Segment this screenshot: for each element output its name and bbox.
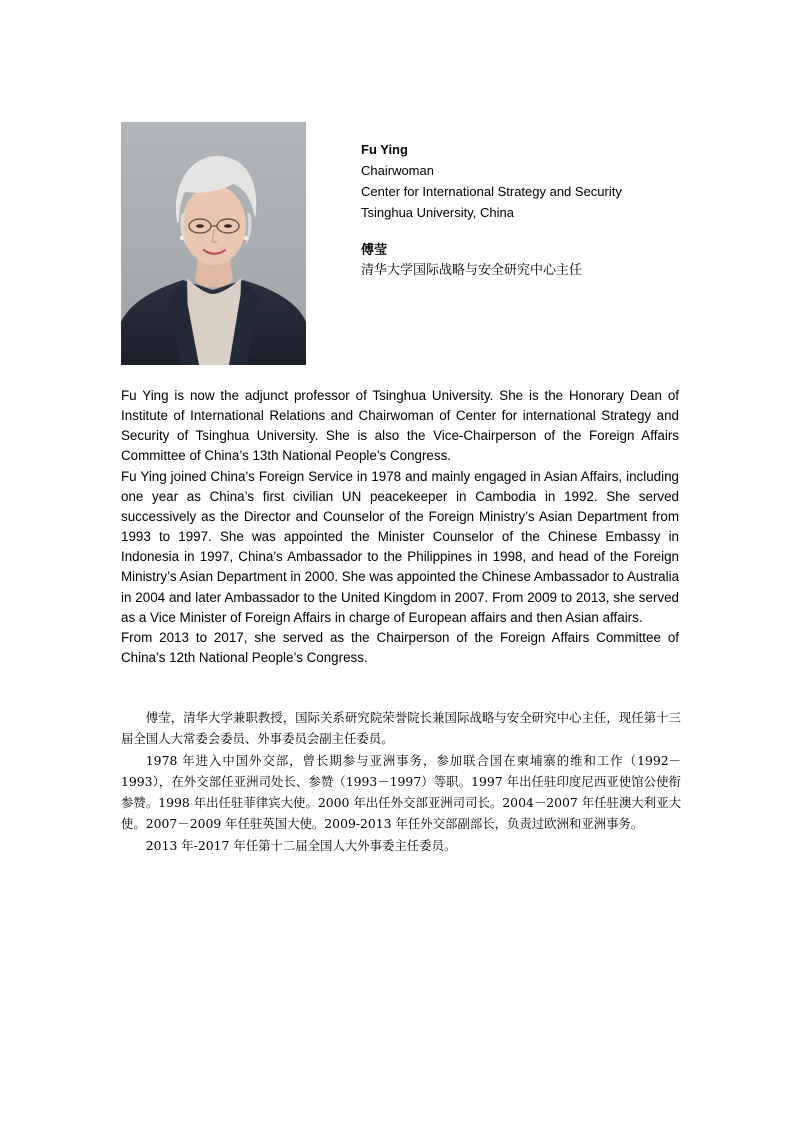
profile-header xyxy=(361,140,761,281)
organization-english: Center for International Strategy and Security xyxy=(361,184,622,199)
biography-english xyxy=(121,386,679,668)
name-chinese: 傅莹 xyxy=(361,243,388,258)
bio-zh-paragraph: 傅莹，清华大学兼职教授，国际关系研究院荣誉院长兼国际战略与安全研究中心主任，现任第十三届全国人大常委会委员、外事委员会副主任委员。 xyxy=(121,710,681,747)
title-chinese: 清华大学国际战略与安全研究中心主任 xyxy=(361,263,583,278)
bio-zh-paragraph: 1978 年进入中国外交部，曾长期参与亚洲事务，参加联合国在柬埔寨的维和工作（1992－1993），在外交部任亚洲司处长、参赞（1993－1997）等职。1997 年出任驻印度尼西亚使馆公使衔参赞。1998 年出任驻菲律宾大使。2000 年出任外交部亚洲司司长。2004－2007 年任驻澳大利亚大使。2007－2009 年任驻英国大使。2009-2013 年任外交部副部长，负责过欧洲和亚洲事务。 xyxy=(121,752,681,832)
bio-zh-paragraph: 2013 年-2017 年任第十二届全国人大外事委主任委员。 xyxy=(145,837,457,853)
title-english: Chairwoman xyxy=(361,163,434,178)
bio-en-paragraph: Fu Ying joined China’s Foreign Service in 1978 and mainly engaged in Asian Affairs, including one year as China’s first civilian UN peacekeeper in Cambodia in 1992. She served successively as the Director and Counselor of the Foreign Ministry’s Asian Department from 1993 to 1997. She was appointed the Minister Counselor of the Chinese Embassy in Indonesia in 1997, China’s Ambassador to the Philippines in 1998, and head of the Foreign Ministry’s Asian Department in 2000. She was appointed the Chinese Ambassador to Australia in 2004 and later Ambassador to the United Kingdom in 2007. From 2009 to 2013, she served as a Vice Minister of Foreign Affairs in charge of European affairs and then Asian affairs. xyxy=(121,468,680,625)
bio-en-paragraph: From 2013 to 2017, she served as the Chairperson of the Foreign Affairs Committee of China’s 12th National People’s Congress. xyxy=(121,629,679,666)
bio-en-paragraph: Fu Ying is now the adjunct professor of Tsinghua University. She is the Honorary Dean of Institute of International Relations and Chairwoman of Center for international Strategy and Security of Tsinghua University. She is also the Vice-Chairperson of the Foreign Affairs Committee of China’s 13th National People’s Congress. xyxy=(121,388,679,464)
portrait-photo xyxy=(121,122,306,365)
biography-chinese xyxy=(121,707,681,856)
name-english: Fu Ying xyxy=(361,142,408,157)
affiliation-english: Tsinghua University, China xyxy=(361,205,514,220)
